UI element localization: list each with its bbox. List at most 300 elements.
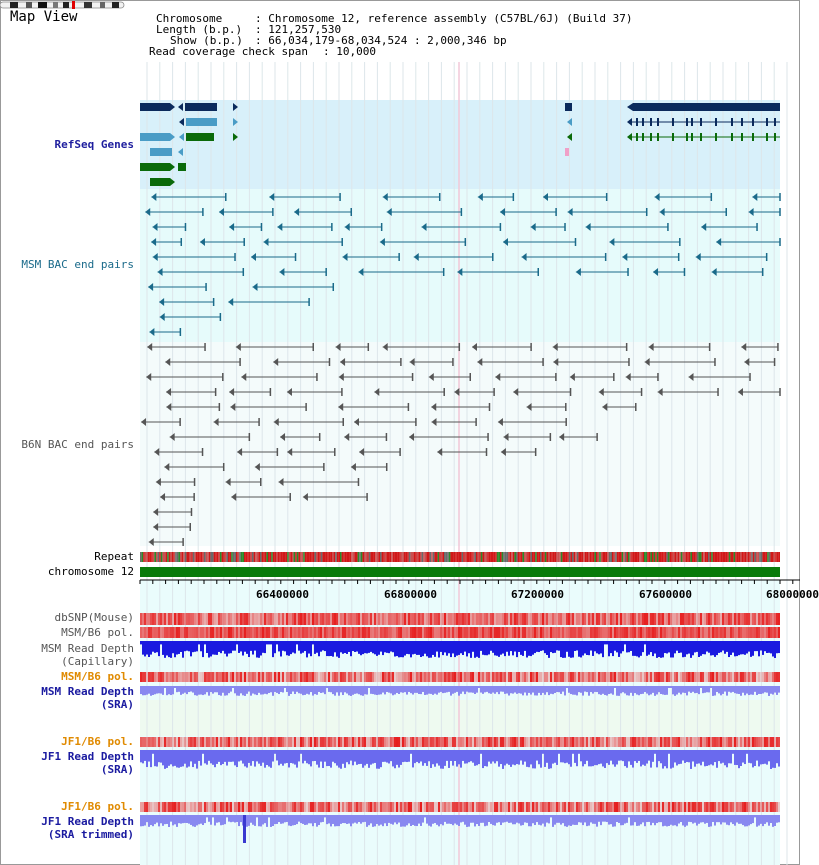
heat-mark bbox=[158, 627, 160, 638]
heat-mark bbox=[204, 737, 206, 747]
depth-bar bbox=[490, 815, 492, 824]
heat-mark bbox=[744, 627, 746, 638]
heat-mark bbox=[656, 737, 658, 747]
heat-mark bbox=[450, 627, 452, 638]
depth-bar bbox=[750, 686, 752, 695]
repeat-mark bbox=[775, 552, 777, 562]
heat-mark bbox=[738, 737, 740, 747]
heat-mark bbox=[592, 627, 594, 638]
repeat-mark bbox=[268, 552, 270, 562]
repeat-mark bbox=[487, 552, 489, 562]
repeat-mark bbox=[697, 552, 699, 562]
repeat-mark bbox=[281, 552, 283, 562]
depth-bar bbox=[622, 815, 624, 825]
depth-bar bbox=[232, 686, 234, 688]
depth-bar bbox=[612, 750, 614, 764]
heat-mark bbox=[672, 737, 674, 747]
heat-mark bbox=[682, 613, 684, 625]
repeat-mark bbox=[582, 552, 584, 562]
heat-mark bbox=[288, 737, 290, 747]
depth-bar bbox=[486, 641, 488, 655]
depth-bar bbox=[196, 686, 198, 696]
heat-mark bbox=[722, 627, 724, 638]
heat-mark bbox=[682, 627, 684, 638]
heat-mark bbox=[612, 737, 614, 747]
depth-bar bbox=[342, 641, 344, 654]
repeat-mark bbox=[695, 552, 697, 562]
heat-mark bbox=[280, 802, 282, 812]
heat-mark bbox=[614, 737, 616, 747]
refseq-genes-label[interactable]: RefSeq Genes bbox=[54, 138, 134, 151]
depth-bar bbox=[424, 750, 426, 763]
depth-bar bbox=[678, 686, 680, 693]
depth-bar bbox=[414, 815, 416, 826]
refseq-track-bg bbox=[140, 100, 780, 189]
depth-bar bbox=[500, 686, 502, 692]
depth-bar bbox=[772, 641, 774, 657]
depth-bar bbox=[724, 750, 726, 765]
depth-bar bbox=[516, 815, 518, 823]
depth-bar bbox=[236, 815, 238, 822]
heat-mark bbox=[578, 613, 580, 625]
heat-mark bbox=[646, 627, 648, 638]
heat-mark bbox=[416, 802, 418, 812]
heat-mark bbox=[774, 737, 776, 747]
heat-mark bbox=[758, 627, 760, 638]
heat-mark bbox=[494, 672, 496, 682]
depth-bar bbox=[566, 815, 568, 827]
repeat-mark bbox=[542, 552, 544, 562]
heat-mark bbox=[300, 613, 302, 625]
heat-mark bbox=[280, 627, 282, 638]
heat-mark bbox=[214, 802, 216, 812]
depth-bar bbox=[270, 815, 272, 827]
depth-bar bbox=[288, 641, 290, 656]
heat-mark bbox=[700, 672, 702, 682]
heat-mark bbox=[492, 613, 494, 625]
depth-bar bbox=[382, 686, 384, 693]
depth-bar bbox=[240, 686, 242, 693]
heat-mark bbox=[496, 737, 498, 747]
heat-mark bbox=[336, 613, 338, 625]
heat-mark bbox=[156, 802, 158, 812]
heat-mark bbox=[702, 737, 704, 747]
heat-mark bbox=[666, 737, 668, 747]
depth-bar bbox=[458, 750, 460, 764]
heat-mark bbox=[198, 672, 200, 682]
depth-bar bbox=[268, 815, 270, 817]
heat-mark bbox=[550, 672, 552, 682]
repeat-mark bbox=[665, 552, 667, 562]
depth-bar bbox=[218, 815, 220, 822]
heat-mark bbox=[186, 802, 188, 812]
heat-mark bbox=[288, 672, 290, 682]
repeat-mark bbox=[358, 552, 360, 562]
heat-mark bbox=[208, 613, 210, 625]
depth-bar bbox=[264, 750, 266, 768]
depth-bar bbox=[218, 641, 220, 652]
heat-mark bbox=[562, 802, 564, 812]
heat-mark bbox=[762, 802, 764, 812]
heat-mark bbox=[724, 627, 726, 638]
heat-mark bbox=[638, 802, 640, 812]
heat-mark bbox=[714, 737, 716, 747]
heat-mark bbox=[284, 802, 286, 812]
heat-mark bbox=[484, 802, 486, 812]
repeat-mark bbox=[567, 552, 569, 562]
gene-exon bbox=[731, 133, 733, 141]
heat-mark bbox=[750, 613, 752, 625]
heat-mark bbox=[142, 627, 144, 638]
heat-mark bbox=[290, 802, 292, 812]
depth-bar bbox=[630, 641, 632, 651]
depth-bar bbox=[512, 750, 514, 765]
heat-mark bbox=[622, 802, 624, 812]
heat-mark bbox=[640, 613, 642, 625]
depth-bar bbox=[434, 641, 436, 657]
repeat-mark bbox=[404, 552, 406, 562]
depth-bar bbox=[592, 686, 594, 694]
depth-bar bbox=[606, 686, 608, 696]
depth-bar bbox=[756, 750, 758, 761]
heat-mark bbox=[194, 737, 196, 747]
depth-bar bbox=[576, 686, 578, 695]
repeat-mark bbox=[396, 552, 398, 562]
depth-bar bbox=[652, 815, 654, 823]
depth-bar bbox=[570, 686, 572, 694]
heat-mark bbox=[408, 737, 410, 747]
heat-mark bbox=[354, 802, 356, 812]
heat-mark bbox=[466, 672, 468, 682]
heat-mark bbox=[618, 672, 620, 682]
depth-bar bbox=[570, 750, 572, 767]
heat-mark bbox=[296, 737, 298, 747]
heat-mark bbox=[464, 613, 466, 625]
repeat-mark bbox=[388, 552, 390, 562]
heat-mark bbox=[694, 613, 696, 625]
heat-mark bbox=[206, 672, 208, 682]
depth-bar bbox=[498, 815, 500, 822]
heat-mark bbox=[670, 737, 672, 747]
heat-mark bbox=[470, 737, 472, 747]
heat-mark bbox=[710, 627, 712, 638]
repeat-mark bbox=[732, 552, 734, 562]
depth-bar bbox=[244, 641, 246, 652]
depth-bar bbox=[538, 641, 540, 652]
depth-bar bbox=[464, 641, 466, 652]
depth-bar bbox=[182, 815, 184, 823]
depth-bar bbox=[614, 815, 616, 826]
repeat-mark bbox=[284, 552, 286, 562]
depth-bar bbox=[386, 641, 388, 653]
depth-bar bbox=[616, 815, 618, 822]
heat-mark bbox=[474, 737, 476, 747]
repeat-mark bbox=[217, 552, 219, 562]
depth-bar bbox=[732, 641, 734, 653]
depth-bar bbox=[356, 686, 358, 693]
depth-bar bbox=[186, 686, 188, 694]
repeat-mark bbox=[321, 552, 323, 562]
heat-mark bbox=[158, 613, 160, 625]
heat-mark bbox=[152, 672, 154, 682]
depth-bar bbox=[674, 815, 676, 825]
repeat-mark bbox=[415, 552, 417, 562]
depth-bar bbox=[310, 641, 312, 656]
depth-bar bbox=[438, 750, 440, 766]
heat-mark bbox=[208, 802, 210, 812]
heat-mark bbox=[286, 672, 288, 682]
heat-mark bbox=[588, 613, 590, 625]
heat-mark bbox=[618, 613, 620, 625]
depth-bar bbox=[732, 815, 734, 824]
heat-mark bbox=[404, 737, 406, 747]
heat-mark bbox=[728, 737, 730, 747]
heat-mark bbox=[308, 613, 310, 625]
heat-mark bbox=[214, 737, 216, 747]
repeat-mark bbox=[401, 552, 403, 562]
heat-mark bbox=[628, 802, 630, 812]
heat-mark bbox=[164, 627, 166, 638]
chromosome-ideogram[interactable] bbox=[0, 0, 124, 10]
repeat-mark bbox=[620, 552, 622, 562]
depth-bar bbox=[770, 686, 772, 694]
depth-bar bbox=[558, 686, 560, 692]
b6n-bac-label[interactable]: B6N BAC end pairs bbox=[21, 438, 134, 451]
depth-bar bbox=[402, 750, 404, 762]
heat-mark bbox=[496, 802, 498, 812]
heat-mark bbox=[406, 627, 408, 638]
depth-bar bbox=[632, 641, 634, 656]
heat-mark bbox=[640, 627, 642, 638]
depth-bar bbox=[396, 686, 398, 693]
heat-mark bbox=[594, 802, 596, 812]
heat-mark bbox=[700, 627, 702, 638]
repeat-mark bbox=[340, 552, 342, 562]
heat-mark bbox=[428, 802, 430, 812]
heat-mark bbox=[350, 802, 352, 812]
heat-mark bbox=[754, 802, 756, 812]
depth-bar bbox=[326, 815, 328, 824]
depth-bar bbox=[234, 686, 236, 693]
repeat-mark bbox=[614, 552, 616, 562]
heat-mark bbox=[404, 627, 406, 638]
heat-mark bbox=[198, 737, 200, 747]
gene-bar bbox=[150, 148, 172, 156]
depth-bar bbox=[638, 750, 640, 761]
depth-bar bbox=[764, 815, 766, 824]
depth-bar bbox=[166, 815, 168, 824]
heat-mark bbox=[744, 672, 746, 682]
repeat-mark bbox=[294, 552, 296, 562]
depth-bar bbox=[234, 750, 236, 765]
repeat-mark bbox=[452, 552, 454, 562]
depth-bar bbox=[490, 750, 492, 764]
depth-bar bbox=[668, 815, 670, 826]
gene-exon bbox=[731, 118, 733, 126]
heat-mark bbox=[374, 627, 376, 638]
heat-mark bbox=[584, 672, 586, 682]
heat-mark bbox=[506, 627, 508, 638]
repeat-mark bbox=[554, 552, 556, 562]
heat-mark bbox=[328, 672, 330, 682]
heat-mark bbox=[568, 737, 570, 747]
repeat-mark bbox=[185, 552, 187, 562]
heat-mark bbox=[350, 737, 352, 747]
heat-mark bbox=[648, 672, 650, 682]
heat-mark bbox=[408, 802, 410, 812]
depth-bar bbox=[710, 815, 712, 826]
depth-bar bbox=[580, 686, 582, 693]
heat-mark bbox=[372, 737, 374, 747]
heat-mark bbox=[182, 613, 184, 625]
depth-bar bbox=[162, 815, 164, 826]
heat-mark bbox=[288, 613, 290, 625]
depth-bar bbox=[508, 750, 510, 765]
heat-mark bbox=[222, 672, 224, 682]
heat-mark bbox=[534, 737, 536, 747]
heat-mark bbox=[240, 613, 242, 625]
heat-mark bbox=[230, 737, 232, 747]
heat-mark bbox=[564, 672, 566, 682]
depth-bar bbox=[618, 686, 620, 696]
depth-bar bbox=[246, 750, 248, 768]
depth-bar bbox=[238, 815, 240, 826]
depth-bar bbox=[366, 686, 368, 695]
depth-bar bbox=[730, 815, 732, 822]
heat-mark bbox=[520, 672, 522, 682]
heat-mark bbox=[740, 613, 742, 625]
heat-mark bbox=[548, 672, 550, 682]
depth-bar bbox=[712, 641, 714, 655]
heat-mark bbox=[152, 737, 154, 747]
heat-mark bbox=[614, 627, 616, 638]
heat-mark bbox=[160, 613, 162, 625]
heat-mark bbox=[524, 737, 526, 747]
heat-mark bbox=[734, 802, 736, 812]
heat-mark bbox=[522, 613, 524, 625]
repeat-mark bbox=[494, 552, 496, 562]
heat-mark bbox=[736, 737, 738, 747]
repeat-mark bbox=[593, 552, 595, 562]
heat-mark bbox=[186, 672, 188, 682]
heat-mark bbox=[720, 672, 722, 682]
heat-mark bbox=[306, 672, 308, 682]
depth-bar bbox=[200, 641, 202, 651]
depth-bar bbox=[302, 815, 304, 824]
depth-bar bbox=[620, 750, 622, 760]
heat-mark bbox=[736, 627, 738, 638]
depth-bar bbox=[302, 641, 304, 653]
depth-bar bbox=[194, 686, 196, 695]
depth-bar bbox=[198, 686, 200, 695]
repeat-mark bbox=[678, 552, 680, 562]
heat-mark bbox=[372, 672, 374, 682]
depth-bar bbox=[646, 750, 648, 764]
depth-bar bbox=[386, 750, 388, 763]
depth-bar bbox=[458, 641, 460, 655]
depth-bar bbox=[168, 686, 170, 694]
depth-bar bbox=[740, 815, 742, 824]
repeat-mark bbox=[742, 552, 744, 562]
repeat-mark bbox=[271, 552, 273, 562]
heat-mark bbox=[708, 802, 710, 812]
repeat-mark bbox=[532, 552, 534, 562]
heat-mark bbox=[508, 802, 510, 812]
repeat-mark bbox=[183, 552, 185, 562]
depth-bar bbox=[220, 686, 222, 696]
depth-bar bbox=[436, 750, 438, 763]
heat-mark bbox=[342, 672, 344, 682]
depth-bar bbox=[434, 686, 436, 694]
depth-bar bbox=[634, 750, 636, 761]
msm-bac-label[interactable]: MSM BAC end pairs bbox=[21, 258, 134, 271]
heat-mark bbox=[282, 802, 284, 812]
depth-bar bbox=[184, 686, 186, 693]
heat-mark bbox=[564, 802, 566, 812]
repeat-mark bbox=[495, 552, 497, 562]
heat-mark bbox=[324, 737, 326, 747]
heat-mark bbox=[232, 627, 234, 638]
heat-mark bbox=[778, 737, 780, 747]
depth-bar bbox=[764, 686, 766, 692]
repeat-mark bbox=[399, 552, 401, 562]
heat-mark bbox=[528, 672, 530, 682]
repeat-mark bbox=[233, 552, 235, 562]
heat-mark bbox=[182, 737, 184, 747]
heat-mark bbox=[378, 627, 380, 638]
depth-bar bbox=[744, 815, 746, 826]
heat-mark bbox=[250, 672, 252, 682]
depth-bar bbox=[478, 686, 480, 688]
depth-bar bbox=[286, 686, 288, 692]
depth-bar bbox=[760, 750, 762, 764]
heat-mark bbox=[238, 613, 240, 625]
repeat-mark bbox=[774, 552, 776, 562]
depth-bar bbox=[276, 686, 278, 693]
depth-bar bbox=[260, 686, 262, 695]
heat-mark bbox=[676, 737, 678, 747]
heat-mark bbox=[646, 672, 648, 682]
heat-mark bbox=[678, 802, 680, 812]
repeat-mark bbox=[350, 552, 352, 562]
heat-mark bbox=[650, 737, 652, 747]
depth-bar bbox=[756, 686, 758, 695]
depth-bar bbox=[244, 750, 246, 766]
heat-mark bbox=[588, 802, 590, 812]
heat-mark bbox=[740, 737, 742, 747]
heat-mark bbox=[348, 672, 350, 682]
heat-mark bbox=[652, 613, 654, 625]
heat-mark bbox=[624, 613, 626, 625]
heat-mark bbox=[214, 672, 216, 682]
depth-bar bbox=[344, 815, 346, 823]
heat-mark bbox=[360, 802, 362, 812]
repeat-mark bbox=[351, 552, 353, 562]
heat-mark bbox=[298, 672, 300, 682]
heat-mark bbox=[490, 613, 492, 625]
heat-mark bbox=[390, 802, 392, 812]
repeat-mark bbox=[516, 552, 518, 562]
repeat-mark bbox=[356, 552, 358, 562]
depth-bar bbox=[464, 750, 466, 764]
heat-mark bbox=[692, 613, 694, 625]
heat-mark bbox=[452, 737, 454, 747]
depth-bar bbox=[456, 641, 458, 656]
heat-mark bbox=[628, 737, 630, 747]
repeat-mark bbox=[729, 552, 731, 562]
depth-bar bbox=[140, 641, 142, 644]
heat-mark bbox=[322, 672, 324, 682]
